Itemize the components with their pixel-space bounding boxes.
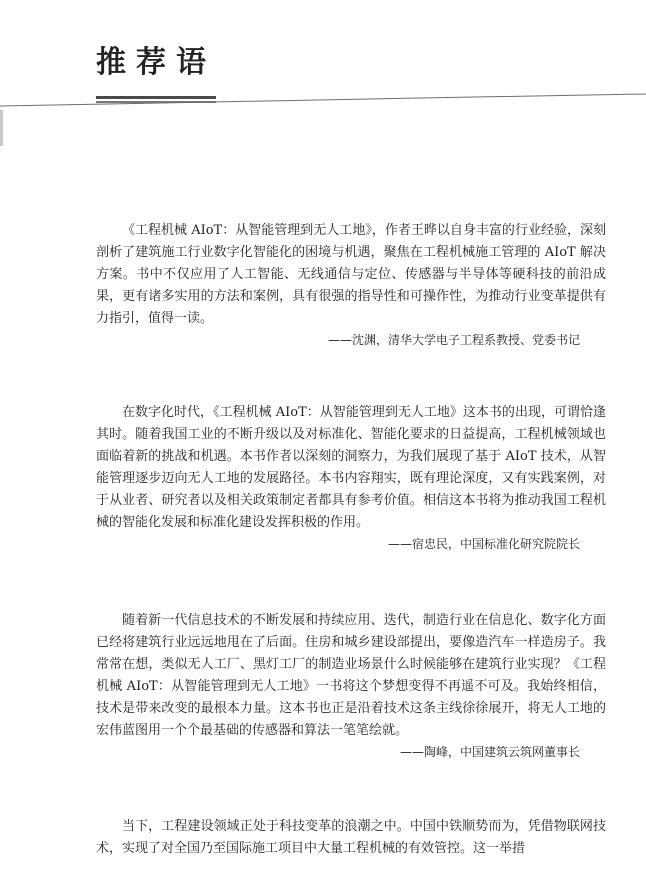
header-rule-line [0,92,646,112]
page-title: 推荐语 [96,45,216,80]
recommendation-3 [96,610,606,762]
recommendation-attribution: ——宿忠民，中国标准化研究院院长 [387,537,580,551]
recommendation-attribution: ——陶峰，中国建筑云筑网董事长 [399,745,580,759]
recommendation-text: 随着新一代信息技术的不断发展和持续应用、迭代，制造行业在信息化、数字化方面已经将建筑行业远远地甩在了后面。住房和城乡建设部提出，要像造汽车一样造房子。我常常在想，类似无人工厂、黑灯工厂的制造业场景什么时候能够在建筑行业实现？《工程机械 AIoT：从智能管理到无人工地》一书将这个梦想变得不再遥不可及。我始终相信，技术是带来改变的最根本力量。这本书也正是沿着技术这条主线徐徐展开，将无人工地的宏伟蓝图用一个个最基础的传感器和算法一笔笔绘就。 [96,613,606,738]
recommendation-2 [96,402,606,554]
recommendation-4 [96,816,606,860]
page-edge-mark [0,110,3,146]
recommendation-text: 在数字化时代，《工程机械 AIoT：从智能管理到无人工地》这本书的出现，可谓恰逢其时。随着我国工业的不断升级以及对标准化、智能化要求的日益提高，工程机械领域也面临着新的挑战和机遇。本书作者以深刻的洞察力，为我们展现了基于 AIoT 技术，从智能管理逐步迈向无人工地的发展路径。本书内容翔实，既有理论深度，又有实践案例，对于从业者、研究者以及相关政策制定者都具有参考价值。相信这本书将为推动我国工程机械的智能化发展和标准化建设发挥积极的作用。 [96,405,606,530]
recommendation-1 [96,220,606,350]
recommendation-text: 《工程机械 AIoT：从智能管理到无人工地》，作者王晔以自身丰富的行业经验，深刻剖析了建筑施工行业数字化智能化的困境与机遇，聚焦在工程机械施工管理的 AIoT 解决方案。书中不仅应用了人工智能、无线通信与定位、传感器与半导体等硬科技的前沿成果，更有诸多实用的方法和案例，具有很强的指导性和可操作性，为推动行业变革提供有力指引，值得一读。 [96,223,606,326]
recommendation-attribution: ——沈渊，清华大学电子工程系教授、党委书记 [327,333,580,347]
recommendation-text: 当下，工程建设领域正处于科技变革的浪潮之中。中国中铁顺势而为，凭借物联网技术，实现了对全国乃至国际施工项目中大量工程机械的有效管控。这一举措 [96,819,606,856]
